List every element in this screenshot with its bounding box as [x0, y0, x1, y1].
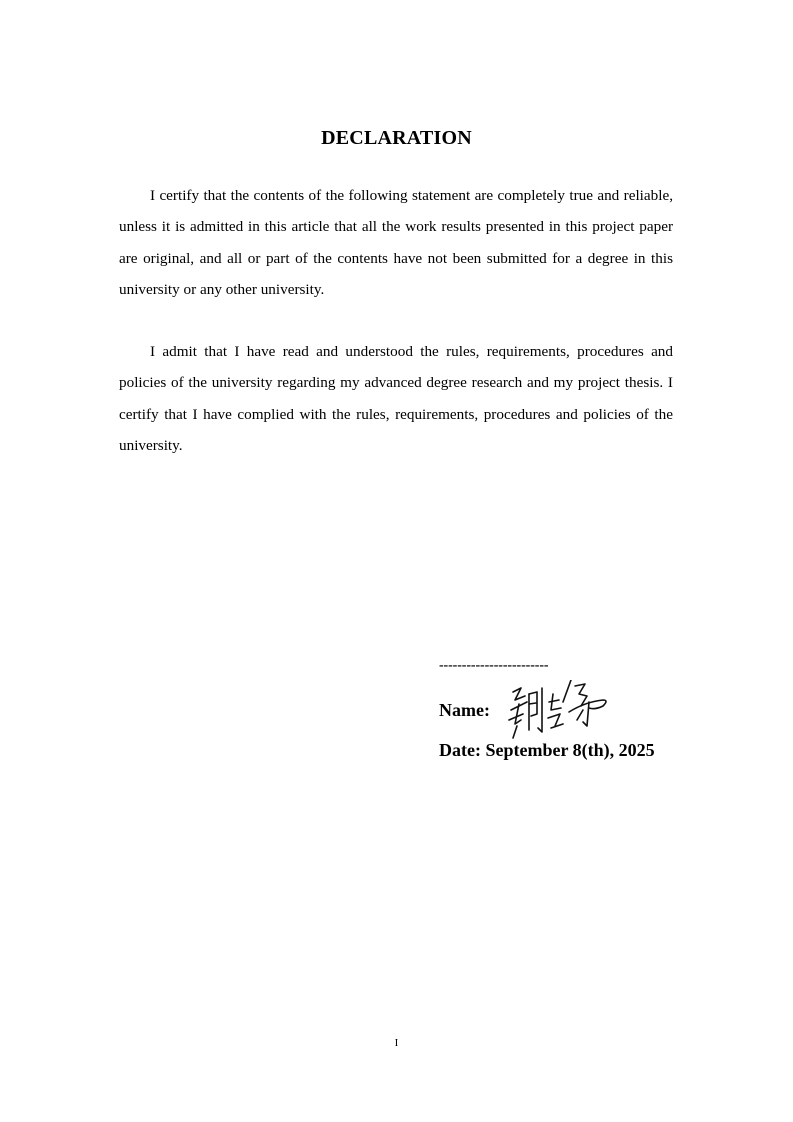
compliance-paragraph: I admit that I have read and understood the rules, requirements, procedures and policies of the university regarding my advanced degree research and my project thesis. I certify that I have complied with the rules, requirements, procedures and policies of the university. — [119, 343, 673, 454]
signature-line: ------------------------ — [439, 658, 549, 673]
page-number: I — [394, 1037, 399, 1049]
page-title: DECLARATION — [321, 127, 472, 149]
name-label: Name: — [439, 700, 490, 720]
date-label: Date: September 8(th), 2025 — [439, 740, 655, 760]
certification-paragraph: I certify that the contents of the following statement are completely true and reliable, unless it is admitted in this article that all the work results presented in this project paper are original, and all or part of the contents have not been submitted for a degree in this university or any other university. — [119, 187, 673, 298]
